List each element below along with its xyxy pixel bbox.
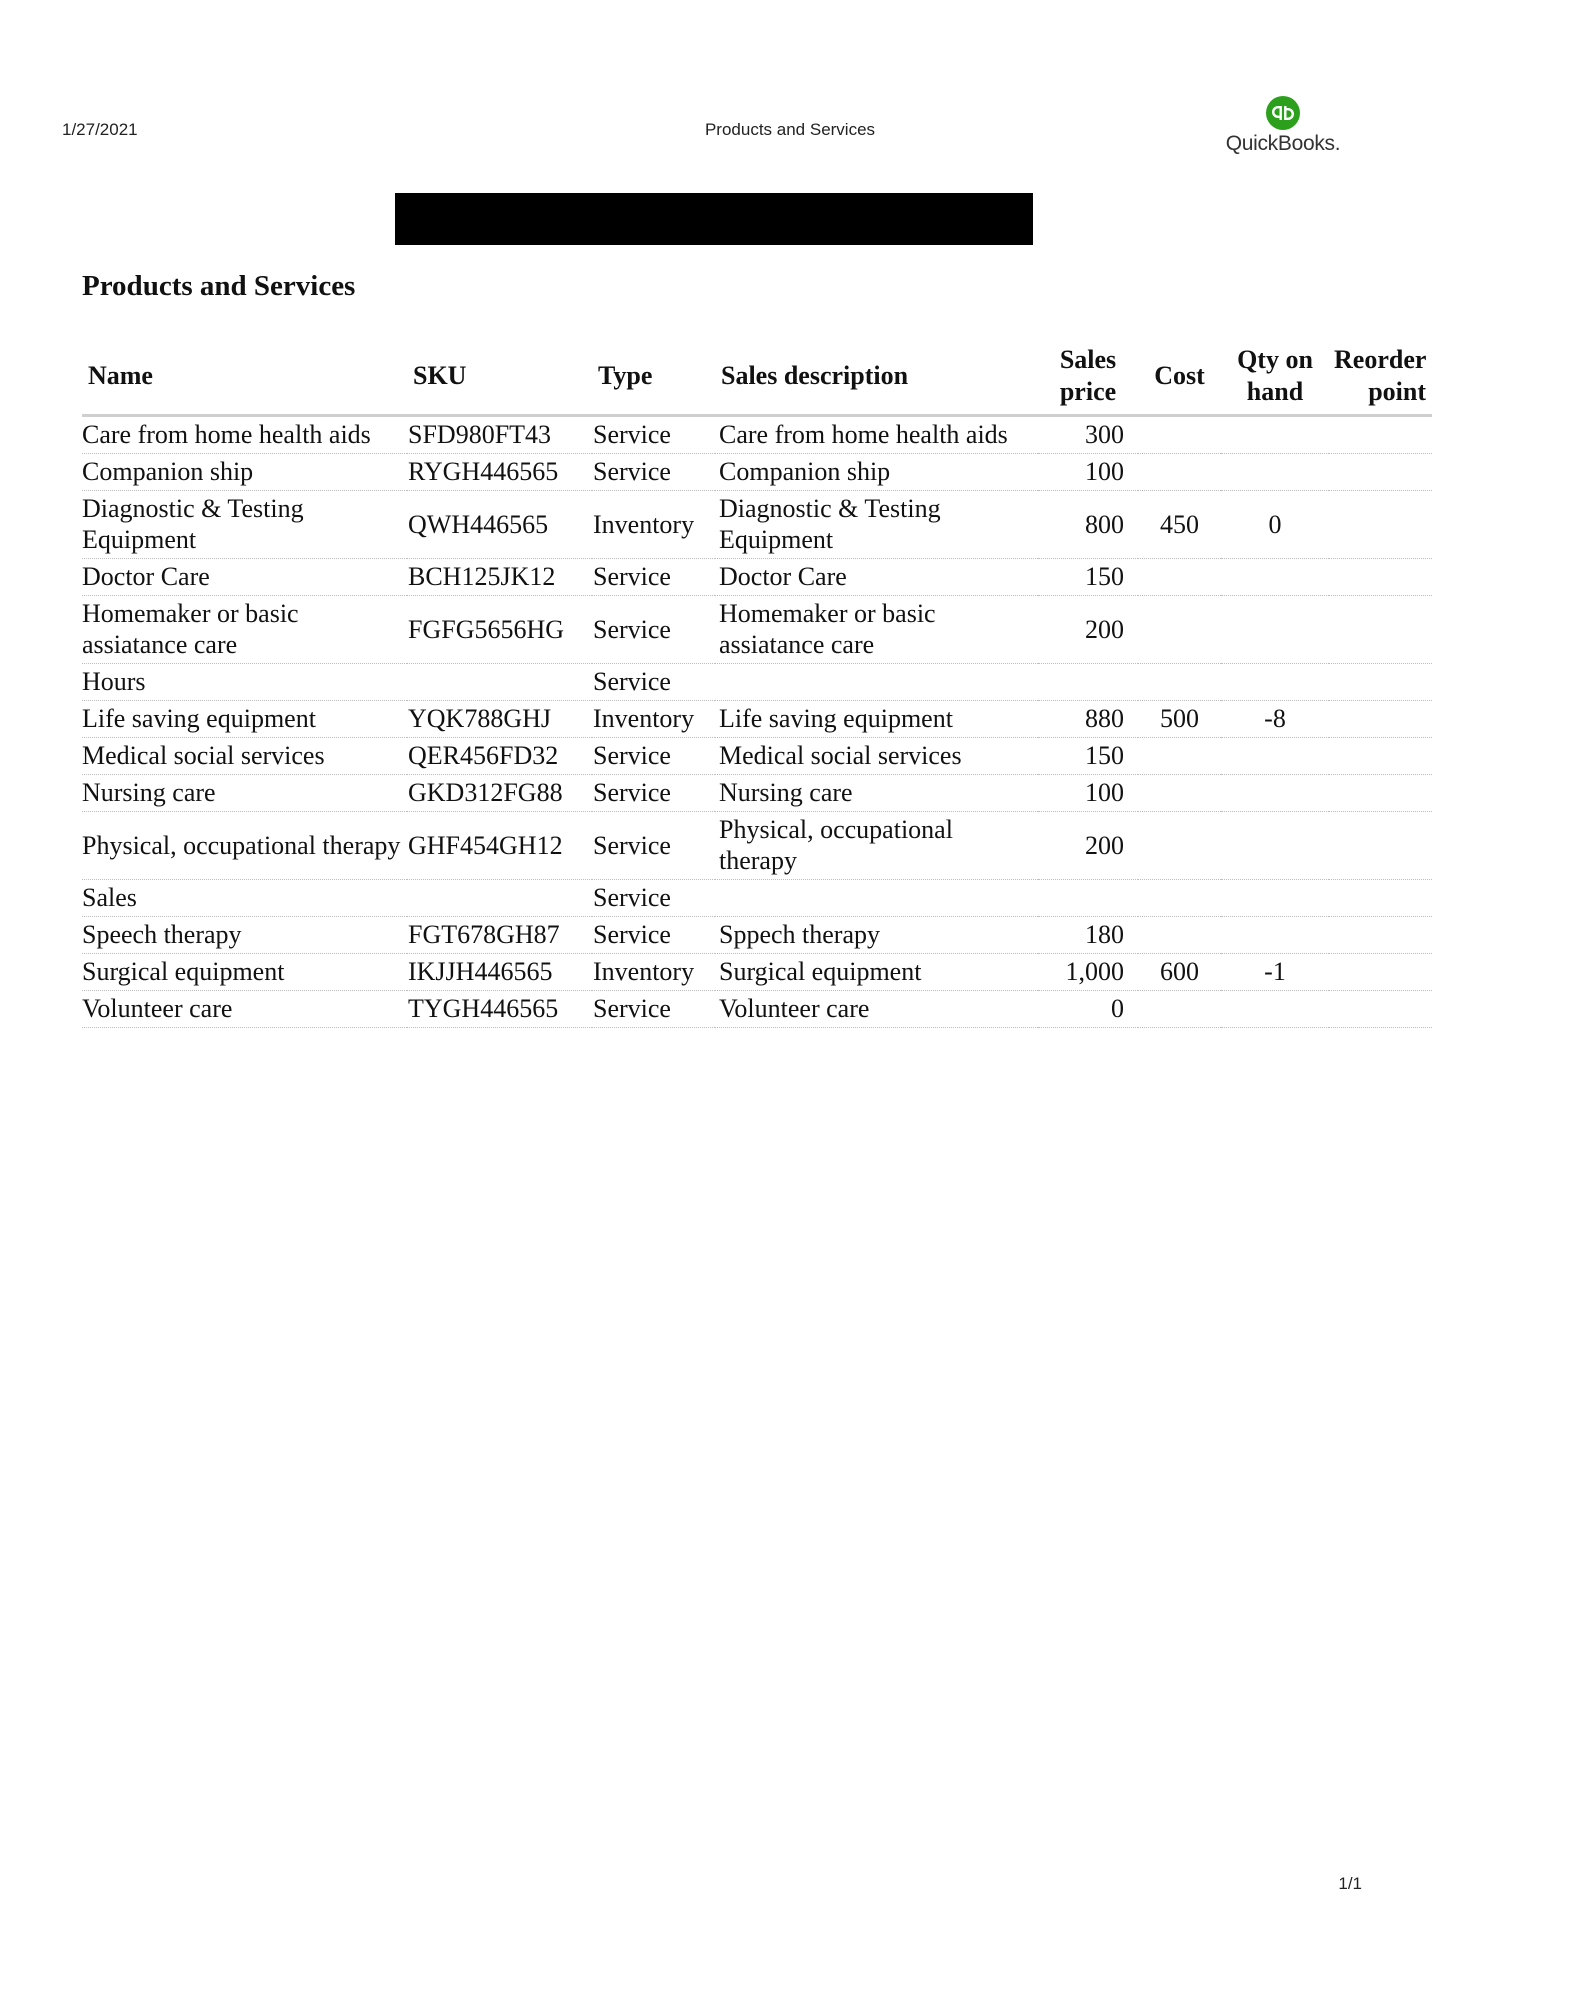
cell-name: Hours [82,664,407,701]
quickbooks-logo [1218,96,1348,156]
cell-reorder-point [1329,664,1432,701]
cell-cost [1138,596,1221,664]
cell-description: Diagnostic & Testing Equipment [715,491,1038,559]
cell-type: Service [592,454,715,491]
col-qty-header-line1: Qty on [1237,345,1313,374]
products-table [82,340,1432,1028]
cell-cost [1138,738,1221,775]
cell-description: Doctor Care [715,559,1038,596]
table-row [82,812,1432,880]
cell-reorder-point [1329,775,1432,812]
cell-reorder-point [1329,416,1432,454]
cell-name: Care from home health aids [82,416,407,454]
cell-sales-price: 300 [1038,416,1138,454]
cell-qty-on-hand [1221,812,1329,880]
cell-description: Nursing care [715,775,1038,812]
table-header-row [82,340,1432,416]
qb-logo-icon [1266,96,1300,130]
cell-reorder-point [1329,991,1432,1028]
cell-type: Service [592,559,715,596]
cell-qty-on-hand [1221,416,1329,454]
cell-type: Inventory [592,954,715,991]
cell-sku: YQK788GHJ [407,701,592,738]
table-row [82,559,1432,596]
cell-description [715,664,1038,701]
cell-sku: IKJJH446565 [407,954,592,991]
cell-type: Service [592,991,715,1028]
cell-sales-price: 800 [1038,491,1138,559]
col-qty-header-line2: hand [1246,377,1304,406]
cell-reorder-point [1329,701,1432,738]
cell-description: Physical, occupational therapy [715,812,1038,880]
cell-description [715,880,1038,917]
cell-type: Service [592,664,715,701]
cell-qty-on-hand [1221,738,1329,775]
cell-name: Speech therapy [82,917,407,954]
cell-sku: QWH446565 [407,491,592,559]
cell-qty-on-hand [1221,454,1329,491]
col-reorder-header-line2: point [1368,377,1426,406]
cell-qty-on-hand [1221,880,1329,917]
cell-sku: TYGH446565 [407,991,592,1028]
cell-cost [1138,559,1221,596]
cell-reorder-point [1329,596,1432,664]
cell-description: Care from home health aids [715,416,1038,454]
cell-qty-on-hand [1221,917,1329,954]
cell-type: Service [592,917,715,954]
cell-name: Surgical equipment [82,954,407,991]
cell-description: Surgical equipment [715,954,1038,991]
cell-name: Companion ship [82,454,407,491]
col-reorder-header [1329,340,1432,416]
cell-qty-on-hand [1221,991,1329,1028]
cell-qty-on-hand [1221,559,1329,596]
cell-cost [1138,664,1221,701]
col-type-header: Type [592,340,715,416]
report-title: Products and Services [82,270,356,302]
col-price-header-line1: Sales [1059,345,1117,374]
cell-reorder-point [1329,917,1432,954]
table-row [82,775,1432,812]
table-row [82,701,1432,738]
cell-sales-price: 150 [1038,559,1138,596]
cell-type: Inventory [592,491,715,559]
cell-cost [1138,991,1221,1028]
brand-name: QuickBooks. [1225,132,1341,155]
table-row [82,880,1432,917]
table-row [82,917,1432,954]
cell-sales-price [1038,664,1138,701]
cell-sales-price: 150 [1038,738,1138,775]
cell-reorder-point [1329,738,1432,775]
cell-description: Homemaker or basic assiatance care [715,596,1038,664]
cell-sku: FGT678GH87 [407,917,592,954]
cell-sku: RYGH446565 [407,454,592,491]
cell-name: Physical, occupational therapy [82,812,407,880]
cell-qty-on-hand: -8 [1221,701,1329,738]
table-row [82,416,1432,454]
cell-name: Nursing care [82,775,407,812]
cell-reorder-point [1329,954,1432,991]
table-row [82,991,1432,1028]
col-price-header [1038,340,1138,416]
cell-qty-on-hand [1221,596,1329,664]
cell-cost [1138,454,1221,491]
table-row [82,664,1432,701]
table-row [82,454,1432,491]
table-row [82,738,1432,775]
cell-type: Service [592,812,715,880]
cell-type: Service [592,416,715,454]
cell-reorder-point [1329,880,1432,917]
print-header-title: Products and Services [704,120,876,139]
table-row [82,954,1432,991]
table-row [82,596,1432,664]
cell-description: Sppech therapy [715,917,1038,954]
cell-type: Service [592,880,715,917]
col-description-header: Sales description [715,340,1038,416]
cell-type: Service [592,596,715,664]
cell-sku: GHF454GH12 [407,812,592,880]
table-body [82,416,1432,1028]
cell-sales-price: 1,000 [1038,954,1138,991]
cell-name: Volunteer care [82,991,407,1028]
cell-cost [1138,917,1221,954]
cell-sales-price [1038,880,1138,917]
cell-cost: 500 [1138,701,1221,738]
cell-cost [1138,880,1221,917]
cell-description: Life saving equipment [715,701,1038,738]
cell-sku: BCH125JK12 [407,559,592,596]
cell-sku: GKD312FG88 [407,775,592,812]
cell-sales-price: 180 [1038,917,1138,954]
col-sku-header: SKU [407,340,592,416]
cell-cost: 450 [1138,491,1221,559]
col-name-header: Name [82,340,407,416]
products-table-container [82,340,1427,1028]
cell-reorder-point [1329,491,1432,559]
cell-type: Service [592,738,715,775]
col-qty-header [1221,340,1329,416]
cell-name: Sales [82,880,407,917]
cell-name: Doctor Care [82,559,407,596]
col-cost-header: Cost [1138,340,1221,416]
cell-reorder-point [1329,454,1432,491]
cell-cost: 600 [1138,954,1221,991]
cell-name: Homemaker or basic assiatance care [82,596,407,664]
table-row [82,491,1432,559]
cell-qty-on-hand: -1 [1221,954,1329,991]
cell-name: Life saving equipment [82,701,407,738]
cell-type: Inventory [592,701,715,738]
cell-sku: QER456FD32 [407,738,592,775]
cell-qty-on-hand [1221,775,1329,812]
cell-description: Medical social services [715,738,1038,775]
cell-name: Diagnostic & Testing Equipment [82,491,407,559]
cell-cost [1138,812,1221,880]
cell-sku: SFD980FT43 [407,416,592,454]
cell-reorder-point [1329,559,1432,596]
cell-sales-price: 100 [1038,454,1138,491]
cell-cost [1138,416,1221,454]
redaction-bar [395,193,1033,245]
cell-qty-on-hand [1221,664,1329,701]
cell-cost [1138,775,1221,812]
cell-sales-price: 200 [1038,596,1138,664]
cell-reorder-point [1329,812,1432,880]
cell-sales-price: 100 [1038,775,1138,812]
col-price-header-line2: price [1059,377,1117,406]
cell-sku: FGFG5656HG [407,596,592,664]
cell-sku [407,880,592,917]
cell-sales-price: 0 [1038,991,1138,1028]
print-date: 1/27/2021 [62,120,138,139]
cell-description: Companion ship [715,454,1038,491]
cell-sku [407,664,592,701]
cell-name: Medical social services [82,738,407,775]
cell-qty-on-hand: 0 [1221,491,1329,559]
col-reorder-header-line1: Reorder [1334,345,1427,374]
cell-description: Volunteer care [715,991,1038,1028]
page-number: 1/1 [1338,1874,1362,1893]
cell-type: Service [592,775,715,812]
cell-sales-price: 200 [1038,812,1138,880]
cell-sales-price: 880 [1038,701,1138,738]
